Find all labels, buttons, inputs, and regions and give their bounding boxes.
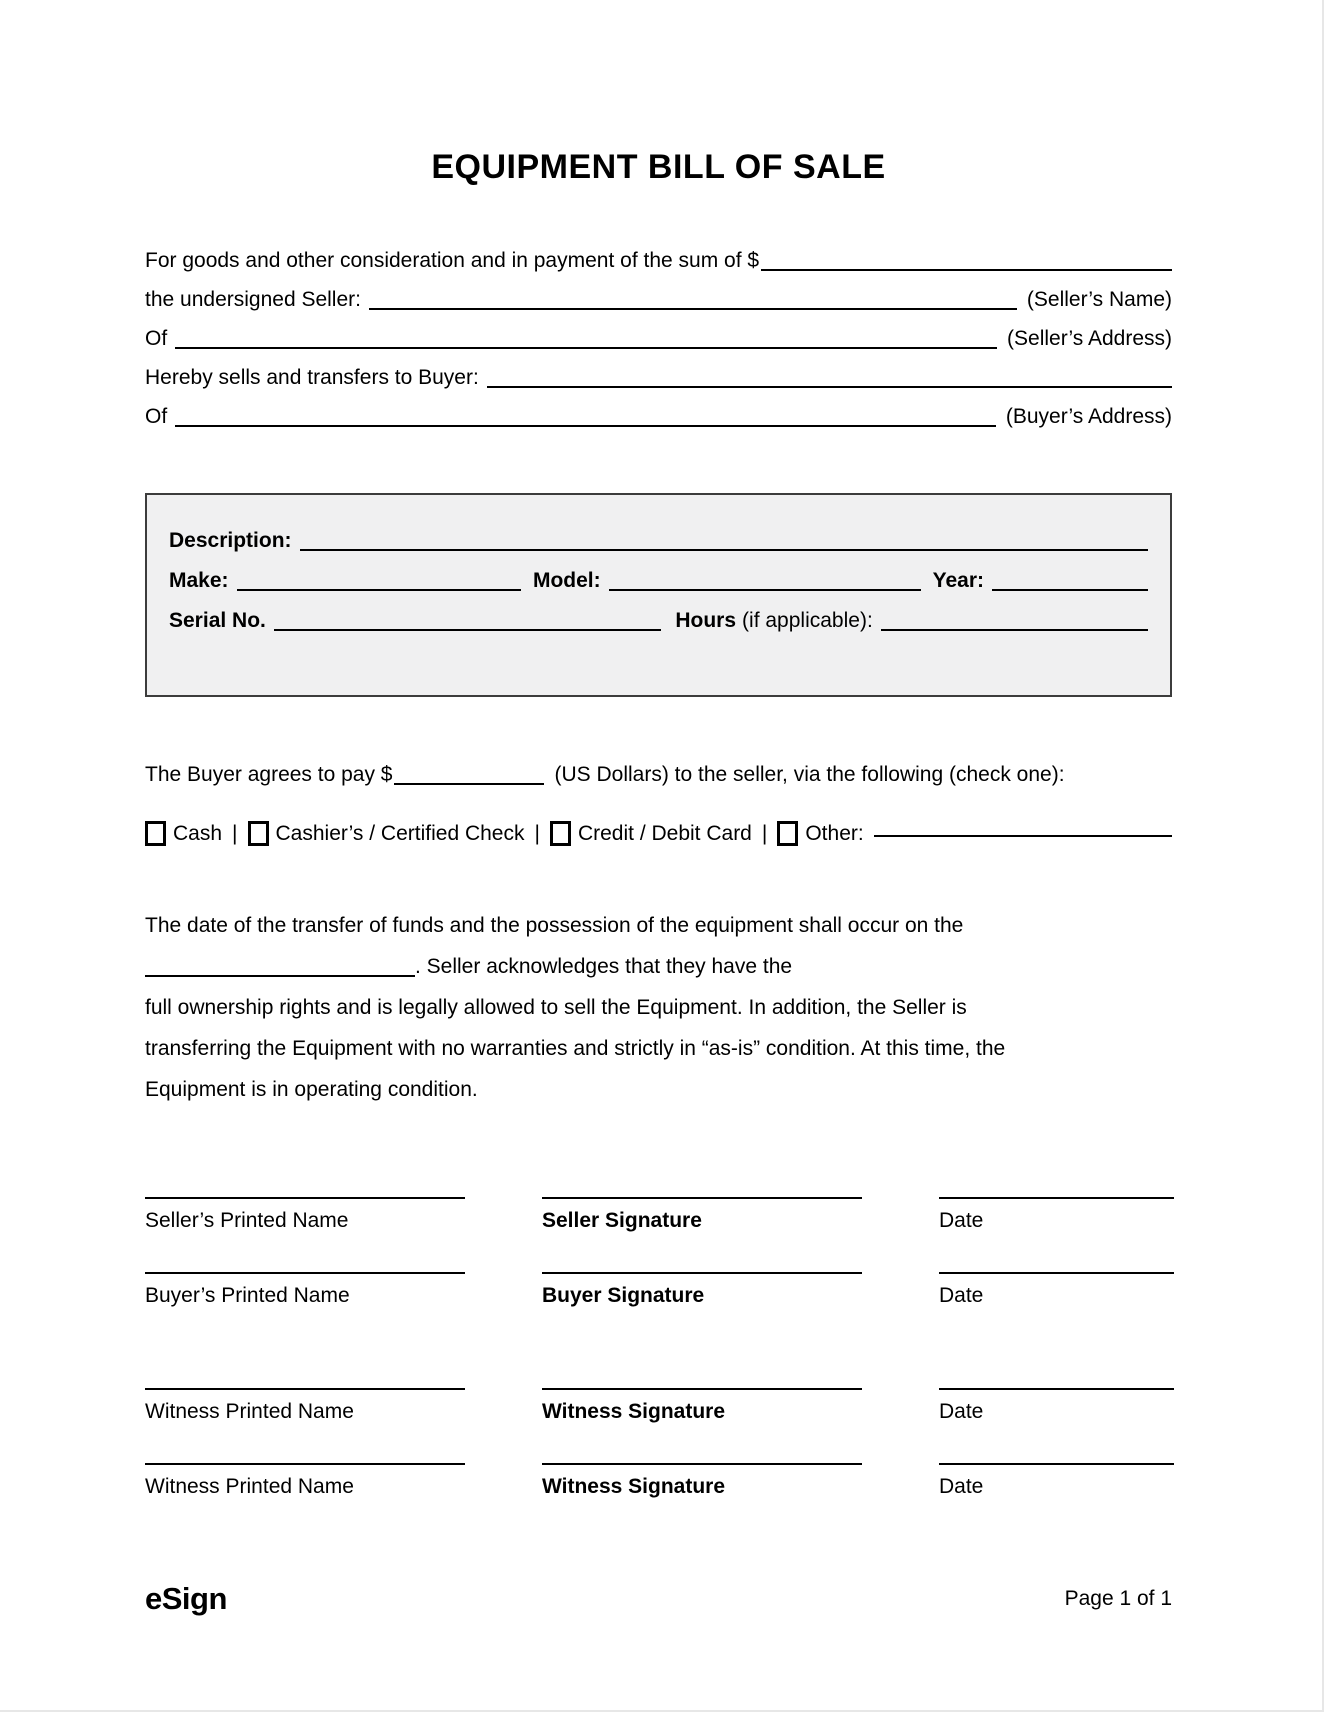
terms-line-3 — [145, 996, 1172, 1020]
cashiers-check-checkbox[interactable] — [248, 821, 269, 846]
option-separator: | — [761, 821, 768, 845]
seller-date-label: Date — [939, 1209, 984, 1232]
seller-printed-name-cell — [145, 1197, 465, 1233]
terms-text-1: The date of the transfer of funds and the possession of the equipment shall occur on the — [145, 914, 964, 937]
witness2-printed-name-label: Witness Printed Name — [145, 1475, 354, 1498]
seller-name-hint: (Seller’s Name) — [1026, 288, 1172, 311]
page-footer — [145, 1581, 1172, 1617]
buyer-printed-name-cell — [145, 1272, 465, 1308]
description-label: Description: — [169, 529, 292, 552]
year-label: Year: — [932, 569, 984, 592]
payment-suffix: (US Dollars) to the seller, via the following (check one): — [554, 763, 1065, 786]
payment-prefix: The Buyer agrees to pay $ — [145, 763, 393, 786]
sum-text: For goods and other consideration and in payment of the sum of $ — [145, 249, 760, 272]
serial-hours-line — [169, 609, 1148, 633]
buyer-name-line — [145, 366, 1172, 390]
buyer-address-hint: (Buyer’s Address) — [1005, 405, 1172, 428]
hours-hint: (if applicable): — [742, 609, 873, 632]
buyer-name-text: Hereby sells and transfers to Buyer: — [145, 366, 479, 389]
payment-amount-blank[interactable] — [394, 783, 544, 785]
terms-line-1 — [145, 914, 1172, 938]
model-label: Model: — [532, 569, 601, 592]
witness2-date-label: Date — [939, 1475, 984, 1498]
buyer-date-label: Date — [939, 1284, 984, 1307]
seller-signature-cell — [542, 1197, 862, 1233]
year-blank[interactable] — [992, 589, 1148, 591]
terms-text-3: full ownership rights and is legally allowed to sell the Equipment. In addition, the Seller is — [145, 996, 967, 1019]
page-title: EQUIPMENT BILL OF SALE — [431, 148, 886, 186]
make-blank[interactable] — [237, 589, 521, 591]
other-label: Other: — [805, 821, 864, 845]
seller-name-line — [145, 288, 1172, 312]
witness2-signature-row — [145, 1463, 1172, 1499]
witness1-signature-row — [145, 1388, 1172, 1424]
page-number: Page 1 of 1 — [1064, 1587, 1172, 1610]
witness1-date-label: Date — [939, 1400, 984, 1423]
buyer-date-cell — [939, 1272, 1174, 1308]
witness2-signature-label: Witness Signature — [542, 1475, 726, 1498]
option-separator: | — [534, 821, 540, 845]
serial-label: Serial No. — [169, 609, 266, 632]
credit-debit-label: Credit / Debit Card — [577, 821, 752, 845]
terms-line-2 — [145, 955, 1172, 979]
buyer-address-line — [145, 405, 1172, 429]
seller-address-text: Of — [145, 327, 168, 350]
seller-date-cell — [939, 1197, 1174, 1233]
seller-address-hint: (Seller’s Address) — [1007, 327, 1172, 350]
terms-text-4: transferring the Equipment with no warranties and strictly in “as-is” condition. At this time, the — [145, 1037, 1006, 1060]
payment-line — [145, 763, 1172, 787]
witness2-signature-cell — [542, 1463, 862, 1499]
description-blank[interactable] — [300, 549, 1148, 551]
terms-section — [145, 914, 1172, 1102]
terms-line-4 — [145, 1037, 1172, 1061]
hours-label: Hours — [675, 609, 737, 632]
cash-label: Cash — [173, 821, 223, 845]
cashiers-check-label: Cashier’s / Certified Check — [275, 821, 525, 845]
terms-text-2: . Seller acknowledges that they have the — [415, 955, 793, 978]
description-line — [169, 529, 1148, 553]
buyer-printed-name-label: Buyer’s Printed Name — [145, 1284, 350, 1307]
transfer-date-blank[interactable] — [145, 975, 415, 977]
credit-debit-checkbox[interactable] — [550, 821, 571, 846]
hours-blank[interactable] — [881, 629, 1148, 631]
esign-logo: eSign — [145, 1581, 227, 1616]
sum-line — [145, 249, 1172, 273]
witness1-printed-name-label: Witness Printed Name — [145, 1400, 354, 1423]
sum-blank[interactable] — [761, 269, 1172, 271]
seller-printed-name-label: Seller’s Printed Name — [145, 1209, 349, 1232]
seller-signature-row — [145, 1197, 1172, 1233]
other-blank[interactable] — [874, 835, 1172, 837]
seller-name-blank[interactable] — [369, 308, 1017, 310]
witness1-date-cell — [939, 1388, 1174, 1424]
signatures-section — [145, 1197, 1172, 1499]
buyer-signature-label: Buyer Signature — [542, 1284, 705, 1307]
buyer-name-blank[interactable] — [487, 386, 1172, 388]
payment-options-row — [145, 821, 1172, 846]
terms-line-5 — [145, 1078, 1172, 1102]
serial-blank[interactable] — [274, 629, 661, 631]
other-checkbox[interactable] — [777, 821, 798, 846]
make-label: Make: — [169, 569, 229, 592]
witness1-signature-label: Witness Signature — [542, 1400, 726, 1423]
buyer-address-text: Of — [145, 405, 168, 428]
witness2-date-cell — [939, 1463, 1174, 1499]
buyer-signature-row — [145, 1272, 1172, 1308]
seller-name-text: the undersigned Seller: — [145, 288, 361, 311]
buyer-address-blank[interactable] — [175, 425, 996, 427]
equipment-description-box — [145, 493, 1172, 697]
witness2-printed-name-cell — [145, 1463, 465, 1499]
terms-text-5: Equipment is in operating condition. — [145, 1078, 478, 1101]
option-separator: | — [232, 821, 238, 845]
model-blank[interactable] — [609, 589, 921, 591]
make-model-year-line — [169, 569, 1148, 593]
seller-address-line — [145, 327, 1172, 351]
seller-address-blank[interactable] — [175, 347, 997, 349]
buyer-signature-cell — [542, 1272, 862, 1308]
payment-section — [145, 763, 1172, 846]
cash-checkbox[interactable] — [145, 821, 166, 846]
intro-section — [145, 249, 1172, 429]
witness1-printed-name-cell — [145, 1388, 465, 1424]
witness1-signature-cell — [542, 1388, 862, 1424]
seller-signature-label: Seller Signature — [542, 1209, 702, 1232]
